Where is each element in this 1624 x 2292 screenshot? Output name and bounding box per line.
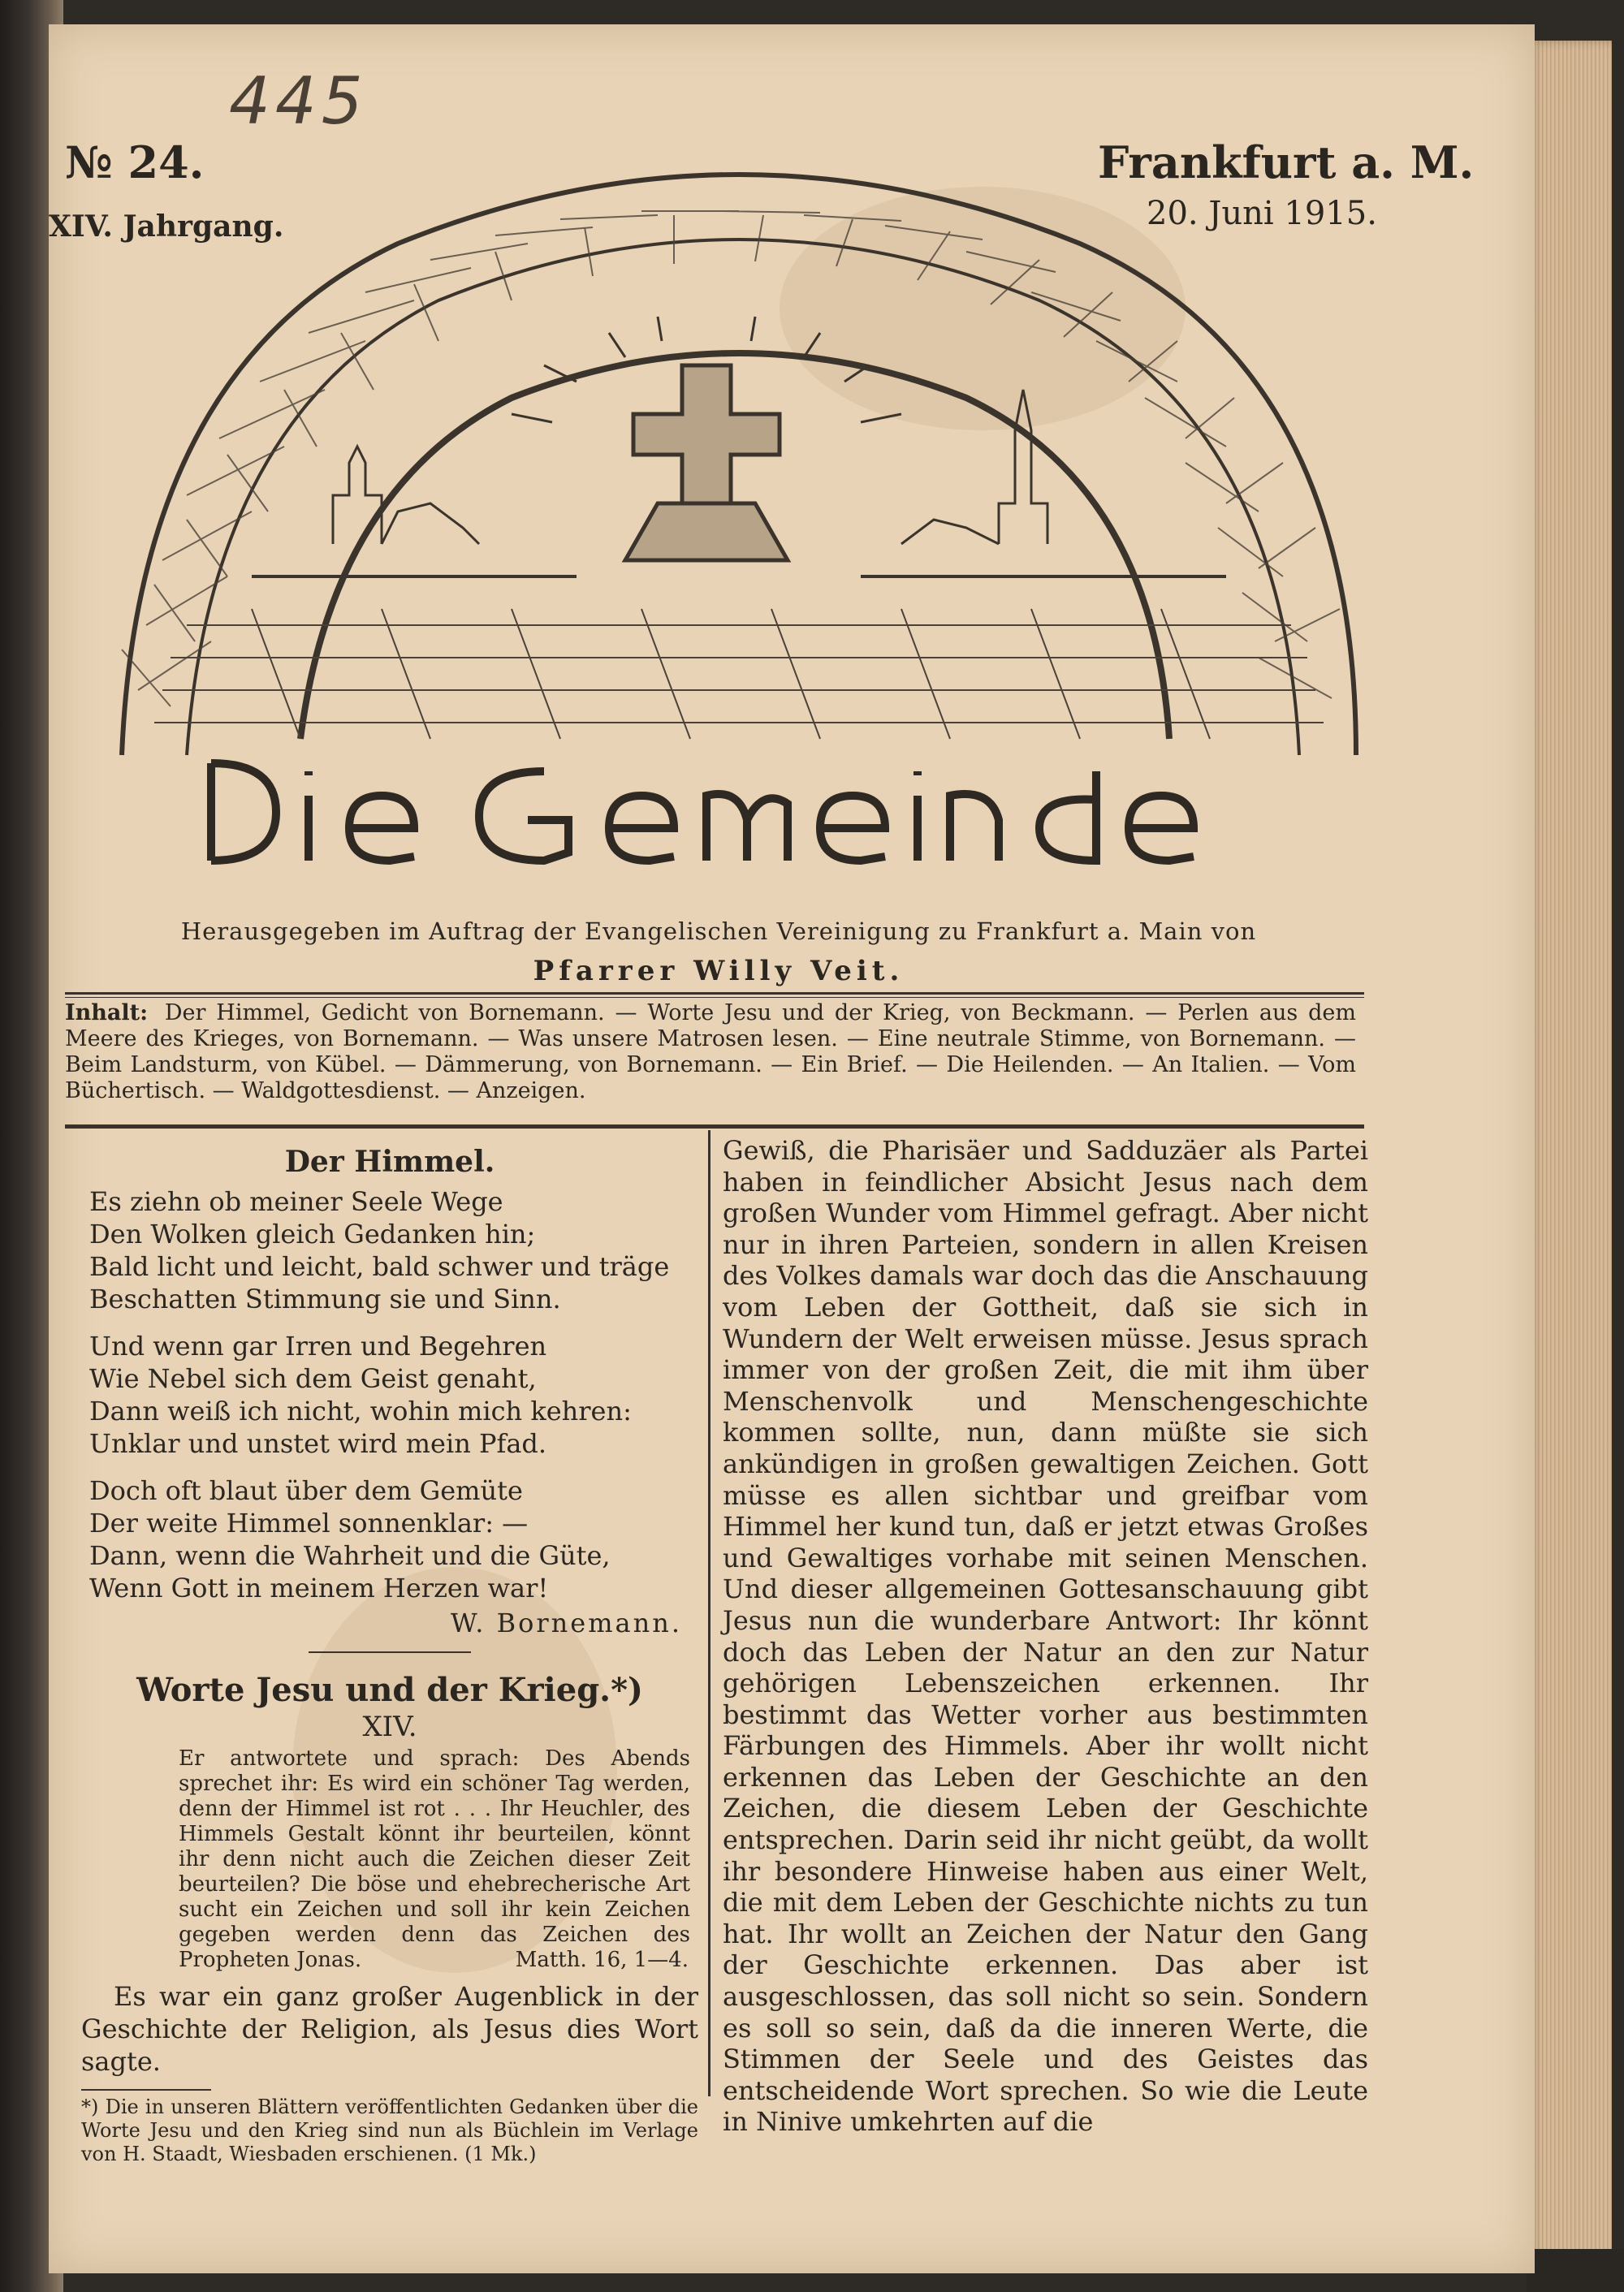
book-cover-corner — [1527, 2249, 1624, 2292]
right-column — [723, 1135, 1368, 2138]
poem-line: Es ziehn ob meiner Seele Wege — [89, 1186, 503, 1217]
poem-line: Und wenn gar Irren und Begehren — [89, 1331, 547, 1362]
bible-quote: Er antwortete und sprach: Des Abends sprechet ihr: Es wird ein schöner Tag werden, denn der Himmel ist rot . . . Ihr Heuchler, des Himmels Gestalt könnt ihr beurteilen, könnt ihr denn nicht auch die Zeichen dieser Zeit beurteilen? Die böse und ehebrecherische Art sucht ein Zeichen und soll ihr kein Zeichen gegeben werden denn das Zeichen des Propheten Jonas. — [179, 1746, 690, 1972]
poem-author: W. Bornemann. — [450, 1608, 682, 1638]
issue-number: № 24. — [65, 136, 205, 188]
poem-line: Wie Nebel sich dem Geist genaht, — [89, 1363, 537, 1394]
table-of-contents — [65, 1000, 1356, 1104]
publisher-line: Herausgegeben im Auftrag der Evangelischen Vereinigung zu Frankfurt a. Main von — [180, 917, 1257, 945]
left-column — [81, 1145, 698, 2166]
poem-stanza — [89, 1474, 698, 1604]
poem-line: Den Wolken gleich Gedanken hin; — [89, 1219, 536, 1250]
section-separator — [309, 1651, 471, 1653]
rule-top — [65, 992, 1364, 995]
poem-line: Dann weiß ich nicht, wohin mich kehren: — [89, 1396, 632, 1427]
rule-contents-bottom — [65, 1124, 1364, 1129]
article-part-number: XIV. — [362, 1711, 417, 1743]
volume-label: XIV. Jahrgang. — [49, 209, 284, 244]
poem-line: Wenn Gott in meinem Herzen war! — [89, 1573, 549, 1604]
poem-stanza — [89, 1185, 698, 1315]
bible-reference: Matth. 16, 1—4. — [515, 1948, 689, 1972]
issue-date: 20. Juni 1915. — [1147, 195, 1377, 232]
article-body: Gewiß, die Pharisäer und Sadduzäer als Partei haben in feindlicher Absicht Jesus nach dem großen Wunder vom Himmel gefragt. Aber nicht nur in ihren Parteien, sondern in allen Kreisen des Volkes damals war doch das die Anschauung vom Leben der Gottheit, daß sie sich in Wundern der Welt erweisen müsse. Jesus sprach immer von der großen Zeit, die mit ihm über Menschenvolk und Menschengeschichte kommen sollte, nun, dann müßte sie sich ankündigen in großen gewaltigen Zeichen. Gott müsse es allen sichtbar und greifbar vom Himmel her kund tun, daß er jetzt etwas Großes und Gewaltiges vorhabe mit seinen Menschen. Und dieser allgemeinen Gottesanschauung gibt Jesus nun die wunderbare Antwort: Ihr könnt doch das Leben der Natur an den zur Natur gehörigen Lebenszeichen erkennen. Ihr bestimmt das Wetter vorher aus bestimmten Färbungen des Himmels. Aber ihr wollt nicht erkennen das Leben der Geschichte an den Zeichen, die diesem Leben der Geschichte entsprechen. Darin seid ihr nicht geübt, da wollt ihr besondere Hinweise haben aus einer Welt, die mit dem Leben der Geschichte nichts zu tun hat. Ihr wollt an Zeichen der Natur den Gang der Geschichte erkennen. Das aber ist ausgeschlossen, das soll nicht so sein. Sondern es soll so sein, daß da die inneren Werte, die Stimmen der Seele und des Geistes das entscheidende Wort sprechen. So wie die Leute in Ninive umkehrten auf die — [723, 1135, 1368, 2138]
poem-line: Bald licht und leicht, bald schwer und träge — [89, 1251, 670, 1282]
poem-line: Dann, wenn die Wahrheit und die Güte, — [89, 1540, 611, 1571]
poem-line: Beschatten Stimmung sie und Sinn. — [89, 1284, 561, 1314]
poem-line: Der weite Himmel sonnenklar: — — [89, 1508, 529, 1539]
poem-line: Unklar und unstet wird mein Pfad. — [89, 1428, 547, 1459]
article-title: Worte Jesu und der Krieg.*) — [136, 1671, 643, 1709]
masthead-title: Die Gemeinde — [736, 889, 742, 890]
poem-line: Doch oft blaut über dem Gemüte — [89, 1475, 523, 1506]
contents-label: Inhalt: — [65, 1000, 149, 1025]
handwritten-page-number: 445 — [229, 63, 368, 139]
page-stack-edge — [1527, 41, 1612, 2265]
editor-line: Pfarrer Willy Veit. — [533, 955, 905, 987]
column-divider — [708, 1130, 710, 2096]
poem-stanza — [89, 1330, 698, 1460]
masthead-illustration — [89, 122, 1389, 893]
footnote: *) Die in unseren Blättern veröffentlichten Gedanken über die Worte Jesu und den Krieg sind nun als Büchlein im Verlage von H. Staadt, Wiesbaden erschienen. (1 Mk.) — [81, 2096, 698, 2165]
city-label: Frankfurt a. M. — [1098, 136, 1475, 188]
footnote-rule — [81, 2089, 211, 2091]
contents-text: Der Himmel, Gedicht von Bornemann. — Worte Jesu und der Krieg, von Beckmann. — Perlen aus dem Meere des Krieges, von Bornemann. — Was unsere Matrosen lesen. — Eine neutrale Stimme, von Bornemann. — Beim Landsturm, von Kübel. — Dämmerung, von Bornemann. — Ein Brief. — Die Heilenden. — An Italien. — Vom Büchertisch. — Waldgottesdienst. — Anzeigen. — [65, 1000, 1356, 1103]
article-lead: Es war ein ganz großer Augenblick in der Geschichte der Religion, als Jesus dies Wort sagte. — [81, 1981, 698, 2077]
poem-title: Der Himmel. — [284, 1145, 495, 1179]
rule-top-thin — [65, 997, 1364, 998]
